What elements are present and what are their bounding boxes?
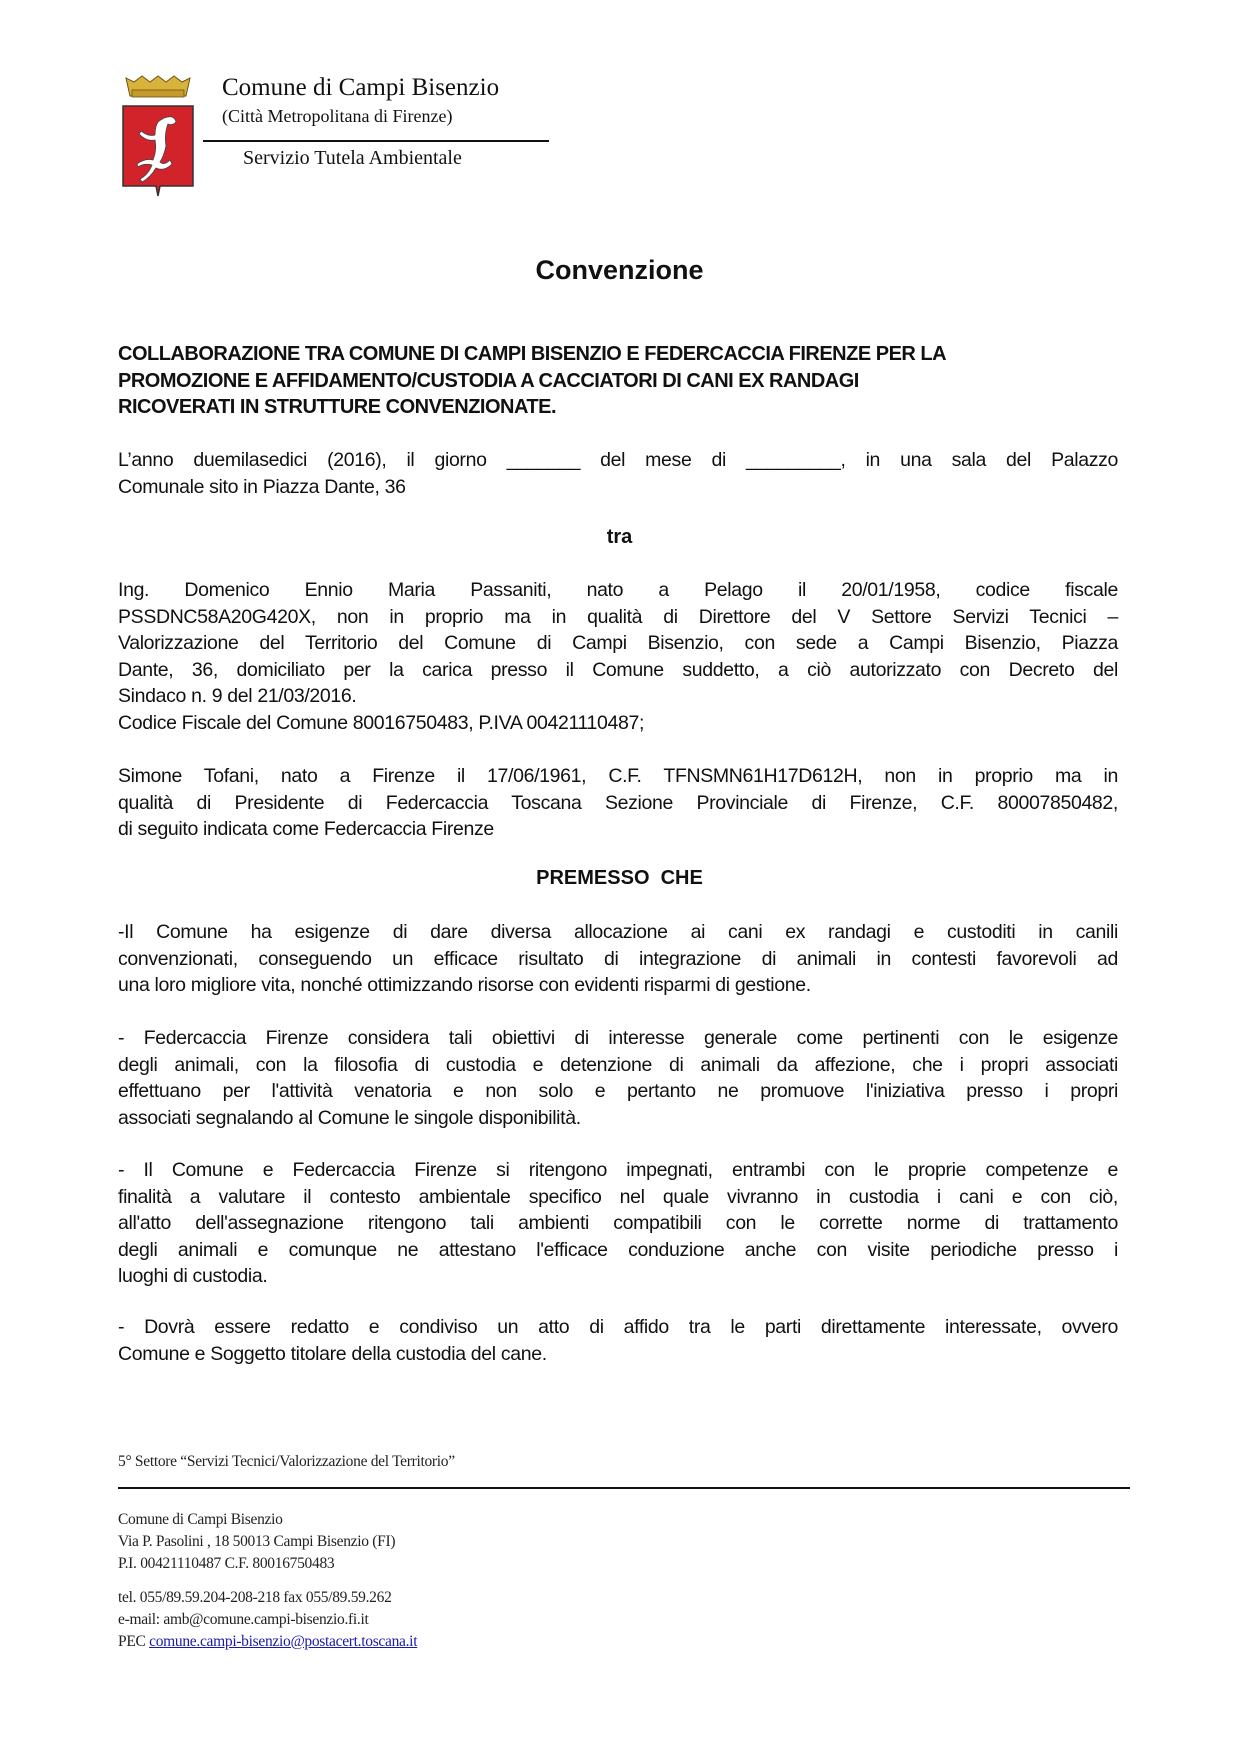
text-line: Simone Tofani, nato a Firenze il 17/06/1961, C.F. TFNSMN61H17D612H, non in proprio ma in [118, 765, 1118, 787]
text-line: - Il Comune e Federcaccia Firenze si ritengono impegnati, entrambi con le proprie competenze e [118, 1159, 1118, 1181]
text-line: degli animali e comunque ne attestano l'efficace conduzione anche con visite periodiche presso i [118, 1238, 1118, 1261]
party2-paragraph [118, 763, 1118, 843]
footer-divider [118, 1487, 1130, 1489]
premises-title: PREMESSO CHE [536, 867, 703, 889]
footer-address [118, 1509, 395, 1575]
pec-line [118, 1631, 417, 1653]
coat-of-arms-icon [120, 74, 196, 198]
text-line: - Federcaccia Firenze considera tali obiettivi di interesse generale come pertinenti con le esigenze [118, 1027, 1118, 1049]
text-line: Sindaco n. 9 del 21/03/2016. [118, 685, 357, 708]
subject-line: COLLABORAZIONE TRA COMUNE DI CAMPI BISENZIO E FEDERCACCIA FIRENZE PER LA [118, 343, 947, 365]
text-line: - Dovrà essere redatto e condiviso un atto di affido tra le parti direttamente interessate, ovvero [118, 1316, 1118, 1338]
text-line: Valorizzazione del Territorio del Comune di Campi Bisenzio, con sede a Campi Bisenzio, Piazza [118, 632, 1118, 655]
subject-line: RICOVERATI IN STRUTTURE CONVENZIONATE. [118, 396, 557, 419]
pec-link[interactable]: comune.campi-bisenzio@postacert.toscana.it [149, 1633, 418, 1650]
address-line: Via P. Pasolini , 18 50013 Campi Bisenzio (FI) [118, 1533, 396, 1550]
subject-line: PROMOZIONE E AFFIDAMENTO/CUSTODIA A CACCIATORI DI CANI EX RANDAGI [118, 369, 859, 392]
text-line: di seguito indicata come Federcaccia Firenze [118, 818, 494, 841]
text-line: Ing. Domenico Ennio Maria Passaniti, nato a Pelago il 20/01/1958, codice fiscale [118, 579, 1118, 601]
text-line: Dante, 36, domiciliato per la carica presso il Comune suddetto, a ciò autorizzato con Decreto del [118, 658, 1118, 681]
pec-label: PEC [118, 1633, 146, 1650]
text-line: -Il Comune ha esigenze di dare diversa allocazione ai cani ex randagi e custoditi in canili [118, 921, 1118, 943]
text-line: effettuano per l'attività venatoria e non solo e pertanto ne promuove l'iniziativa presso i propri [118, 1080, 1118, 1103]
text-line: una loro migliore vita, nonché ottimizzando risorse con evidenti risparmi di gestione. [118, 974, 811, 997]
premise-1 [118, 919, 1118, 999]
email: e-mail: amb@comune.campi-bisenzio.fi.it [118, 1611, 369, 1628]
org-name: Comune di Campi Bisenzio [222, 74, 500, 101]
footer-sector: 5° Settore “Servizi Tecnici/Valorizzazione del Territorio” [118, 1453, 455, 1470]
phone-fax: tel. 055/89.59.204-208-218 fax 055/89.59.262 [118, 1589, 392, 1606]
text-line: degli animali, con la filosofia di custodia e detenzione di animali da affezione, che i propri associati [118, 1053, 1118, 1076]
text-line: associati segnalando al Comune le singole disponibilità. [118, 1106, 581, 1129]
subject-heading [118, 341, 1118, 421]
header-divider [203, 140, 549, 142]
text-line: L’anno duemilasedici (2016), il giorno _______ del mese di _________, in una sala del Palazzo [118, 449, 1118, 471]
text-line: convenzionati, conseguendo un efficace risultato di integrazione di animali in contesti favorevoli ad [118, 947, 1118, 970]
text-line: PSSDNC58A20G420X, non in proprio ma in qualità di Direttore del V Settore Servizi Tecnici – [118, 605, 1118, 628]
intro-paragraph [118, 447, 1118, 500]
address-line: P.I. 00421110487 C.F. 80016750483 [118, 1555, 335, 1572]
text-line: qualità di Presidente di Federcaccia Toscana Sezione Provinciale di Firenze, C.F. 80007850482, [118, 791, 1118, 814]
text-line: Comune e Soggetto titolare della custodia del cane. [118, 1342, 547, 1365]
premise-3 [118, 1157, 1118, 1290]
document-title: Convenzione [535, 255, 704, 285]
footer-contacts [118, 1587, 417, 1653]
between-label: tra [606, 526, 633, 548]
premise-2 [118, 1025, 1118, 1131]
text-line: Codice Fiscale del Comune 80016750483, P.IVA 00421110487; [118, 711, 645, 734]
municipal-coat-of-arms [120, 74, 196, 198]
text-line: finalità a valutare il contesto ambientale specifico nel quale vivranno in custodia i cani e con ciò, [118, 1185, 1118, 1208]
address-line: Comune di Campi Bisenzio [118, 1511, 283, 1528]
text-line: luoghi di custodia. [118, 1265, 268, 1288]
premise-4 [118, 1314, 1118, 1367]
org-subtitle: (Città Metropolitana di Firenze) [222, 106, 453, 126]
text-line: Comunale sito in Piazza Dante, 36 [118, 475, 406, 498]
party1-paragraph [118, 577, 1118, 737]
service-name: Servizio Tutela Ambientale [243, 147, 462, 169]
text-line: all'atto dell'assegnazione ritengono tali ambienti compatibili con le corrette norme di trattamento [118, 1212, 1118, 1235]
